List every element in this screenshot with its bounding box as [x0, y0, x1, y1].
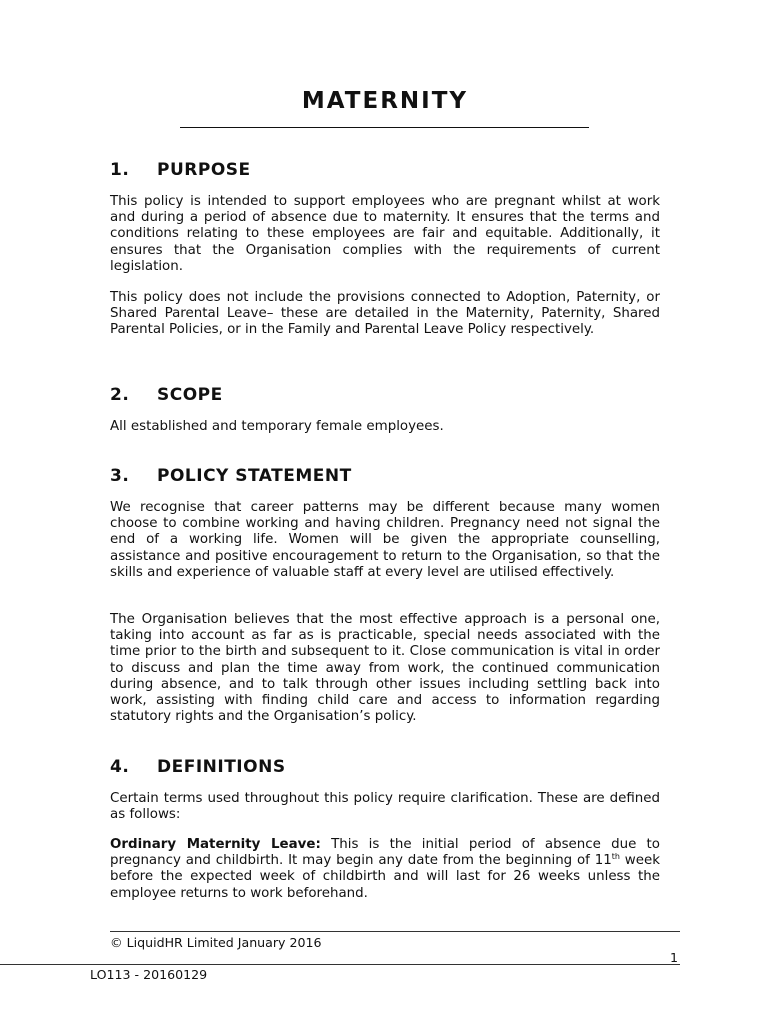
- section-title: POLICY STATEMENT: [157, 466, 352, 486]
- section-title: SCOPE: [157, 385, 223, 405]
- section-heading-policy-statement: [110, 466, 352, 486]
- definition-text: This is the initial period of absence due to pregnancy and childbirth. It may begin any date from the beginning of 11: [110, 837, 660, 869]
- section-heading-scope: [110, 385, 223, 405]
- footer-copyright: © LiquidHR Limited January 2016: [110, 935, 322, 950]
- section-number: 1.: [110, 160, 130, 180]
- section-number: 4.: [110, 757, 130, 777]
- section-heading-definitions: [110, 757, 286, 777]
- doc-code-rule: [0, 964, 680, 965]
- purpose-paragraph-1: This policy is intended to support employees who are pregnant whilst at work and during a period of absence due to maternity. It ensures that the terms and conditions relating to these employees are fair and equitable. Additionally, it ensures that the Organisation complies with the requirements of current legislation.: [110, 194, 660, 274]
- policy-statement-paragraph-2: The Organisation believes that the most effective approach is a personal one, taking into account as far as is practicable, special needs associated with the time prior to the birth and subsequent to it. Close communication is vital in order to discuss and plan the time away from work, the continued communication during absence, and to talk through other issues including settling back into work, assisting with finding child care and access to information regarding statutory rights and the Organisation’s policy.: [110, 612, 660, 725]
- scope-paragraph: All established and temporary female employees.: [110, 419, 444, 434]
- section-heading-purpose: [110, 160, 251, 180]
- section-title: DEFINITIONS: [157, 757, 286, 777]
- document-title: MATERNITY: [301, 88, 469, 114]
- section-title: PURPOSE: [157, 160, 251, 180]
- footer-rule: [110, 931, 680, 932]
- title-underline: [180, 127, 589, 128]
- ordinal-suffix: th: [611, 852, 620, 862]
- policy-statement-paragraph-1: We recognise that career patterns may be different because many women choose to combine working and having children. Pregnancy need not signal the end of a working life. Women will be given the appropriate counselling, assistance and positive encouragement to return to the Organisation, so that the skills and experience of valuable staff at every level are utilised effectively.: [110, 500, 660, 580]
- section-number: 3.: [110, 466, 130, 486]
- definitions-intro: Certain terms used throughout this policy require clarification. These are defined as follows:: [110, 791, 660, 823]
- purpose-paragraph-2: This policy does not include the provisions connected to Adoption, Paternity, or Shared Parental Leave– these are detailed in the Maternity, Paternity, Shared Parental Policies, or in the Family and Parental Leave Policy respectively.: [110, 290, 660, 338]
- page-number: 1: [669, 950, 678, 965]
- section-number: 2.: [110, 385, 130, 405]
- definition-ordinary-maternity-leave: [110, 837, 660, 902]
- document-code: LO113 - 20160129: [90, 967, 208, 982]
- definition-text-continued: week before the expected week of childbirth and will last for 26 weeks unless the employee returns to work beforehand.: [110, 853, 660, 901]
- definition-term: Ordinary Maternity Leave:: [110, 837, 321, 852]
